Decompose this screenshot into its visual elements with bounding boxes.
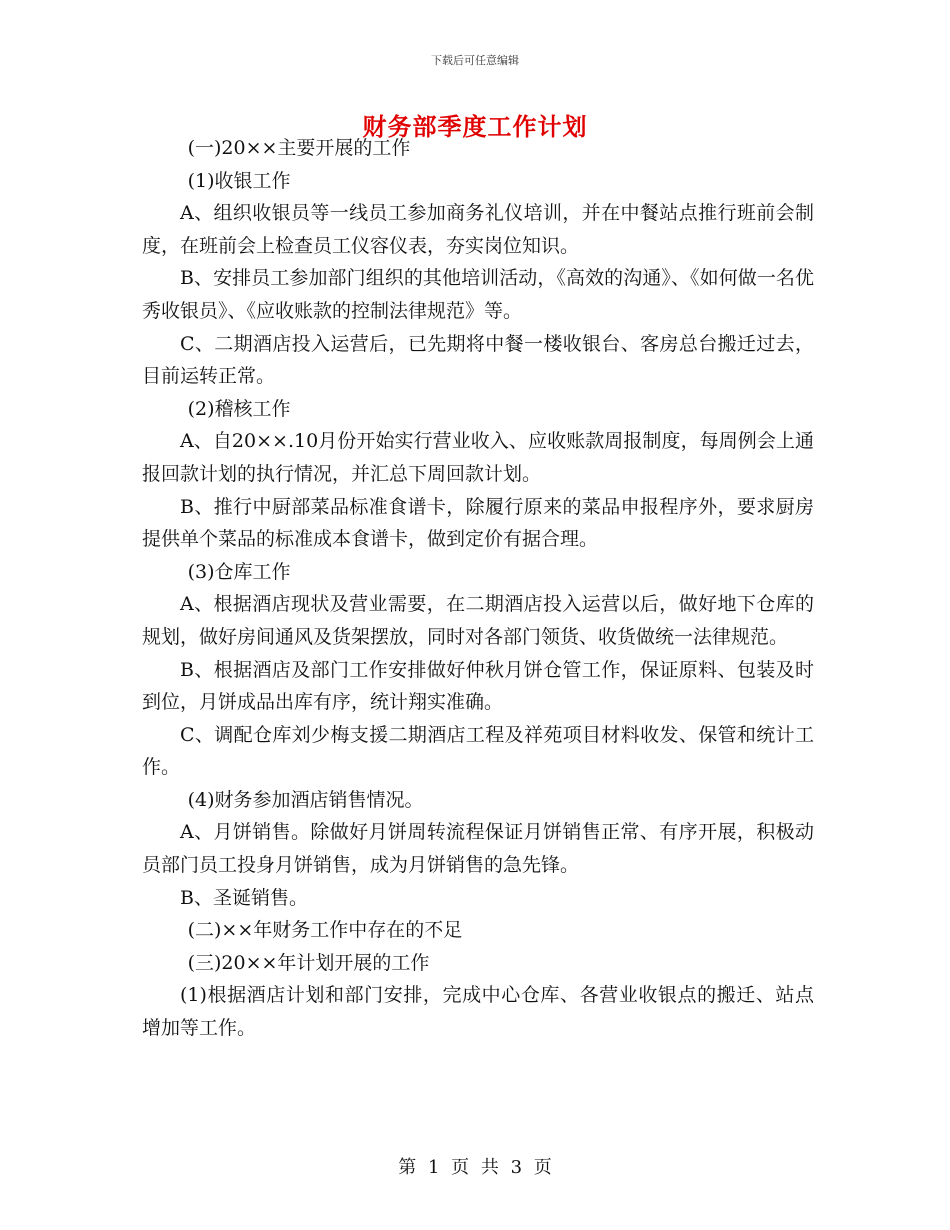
section-heading: (一)20××主要开展的工作 [187, 137, 411, 159]
document-body [142, 132, 814, 1045]
body-paragraph: A、月饼销售。除做好月饼周转流程保证月饼销售正常、有序开展，积极动员部门员工投身月饼销售，成为月饼销售的急先锋。 [142, 821, 814, 877]
body-paragraph: B、安排员工参加部门组织的其他培训活动，《高效的沟通》、《如何做一名优秀收银员》、《应收账款的控制法律规范》等。 [142, 267, 814, 322]
subsection-heading: (3)仓库工作 [187, 560, 291, 583]
body-paragraph: B、推行中厨部菜品标准食谱卡，除履行原来的菜品申报程序外，要求厨房提供单个菜品的标准成本食谱卡，做到定价有据合理。 [142, 495, 814, 551]
body-paragraph: (1)根据酒店计划和部门安排，完成中心仓库、各营业收银点的搬迁、站点增加等工作。 [142, 984, 814, 1040]
subsection-heading: (2)稽核工作 [187, 397, 291, 420]
body-paragraph: B、圣诞销售。 [180, 886, 308, 909]
body-paragraph: A、根据酒店现状及营业需要，在二期酒店投入运营以后，做好地下仓库的规划，做好房间通风及货架摆放，同时对各部门领货、收货做统一法律规范。 [142, 593, 814, 648]
section-heading: (三)20××年计划开展的工作 [187, 951, 430, 974]
body-paragraph: C、调配仓库刘少梅支援二期酒店工程及祥苑项目材料收发、保管和统计工作。 [142, 723, 814, 779]
page-number-footer: 第 1 页 共 3 页 [398, 1157, 552, 1178]
section-heading: (二)××年财务工作中存在的不足 [187, 919, 463, 942]
header-note: 下载后可任意编辑 [431, 54, 519, 67]
body-paragraph: C、二期酒店投入运营后，已先期将中餐一楼收银台、客房总台搬迁过去，目前运转正常。 [142, 332, 814, 388]
body-paragraph: A、组织收银员等一线员工参加商务礼仪培训，并在中餐站点推行班前会制度，在班前会上检查员工仪容仪表，夯实岗位知识。 [142, 202, 814, 257]
body-paragraph: B、根据酒店及部门工作安排做好仲秋月饼仓管工作，保证原料、包装及时到位，月饼成品出库有序，统计翔实准确。 [142, 658, 814, 714]
body-paragraph: A、自20××.10月份开始实行营业收入、应收账款周报制度，每周例会上通报回款计划的执行情况，并汇总下周回款计划。 [142, 430, 814, 485]
document-title: 财务部季度工作计划 [362, 112, 588, 141]
subsection-heading: (1)收银工作 [187, 169, 291, 192]
subsection-heading: (4)财务参加酒店销售情况。 [187, 788, 424, 811]
